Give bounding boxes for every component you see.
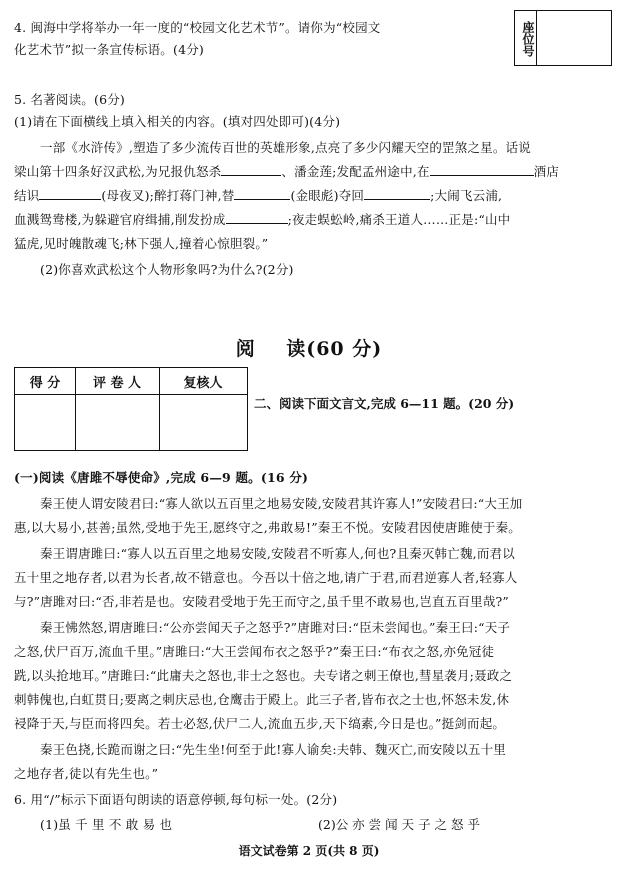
- text-segment: 血溅鸳鸯楼,为躲避官府缉捕,削发扮成: [14, 212, 226, 227]
- q5-paragraph-line-1: 一部《水浒传》,塑造了多少流传百世的英雄形象,点亮了多少闪耀天空的罡煞之星。话说: [40, 140, 531, 155]
- q6-item-2: (2)公 亦 尝 闻 天 子 之 怒 乎: [318, 817, 480, 832]
- seat-label: 座位号: [515, 11, 537, 65]
- q6-item-1: (1)虽 千 里 不 敢 易 也: [40, 817, 173, 832]
- section-title: 阅 读(60 分): [235, 338, 383, 360]
- answer-blank[interactable]: [364, 189, 430, 200]
- score-header: 得 分: [29, 376, 61, 391]
- text-segment: 、潘金莲;发配孟州途中,在: [281, 164, 430, 179]
- passage-line: 秦王色挠,长跪而谢之曰:“先生坐!何至于此!寡人谕矣:夫韩、魏灭亡,而安陵以五十里: [40, 742, 507, 757]
- text-segment: (母夜叉);醉打蒋门神,替: [101, 188, 235, 203]
- q5-sub2: (2)你喜欢武松这个人物形象吗?为什么?(2分): [40, 262, 294, 277]
- score-table: [14, 367, 248, 451]
- passage-line: 秦王使人谓安陵君曰:“寡人欲以五百里之地易安陵,安陵君其许寡人!”安陵君曰:“大王加: [40, 496, 523, 511]
- q6-title: 6. 用“/”标示下面语句朗读的语意停顿,每句标一处。(2分): [14, 792, 338, 807]
- seat-number-box: [514, 10, 612, 66]
- answer-blank[interactable]: [430, 165, 534, 176]
- q5-paragraph-line-2: [14, 162, 559, 180]
- passage-line: 祲降于天,与臣而将四矣。若士必怒,伏尸二人,流血五步,天下缟素,今日是也。”挺剑而起。: [14, 716, 506, 731]
- grader-header: 评 卷 人: [92, 376, 142, 391]
- page-footer: 语文试卷第 2 页(共 8 页): [238, 844, 380, 858]
- text-segment: ;大闹飞云浦,: [430, 188, 503, 203]
- q5-title: 5. 名著阅读。(6分): [14, 92, 126, 107]
- part2-heading: 二、阅读下面文言文,完成 6—11 题。(20 分): [254, 396, 515, 411]
- passage-line: 秦王怫然怒,谓唐雎曰:“公亦尝闻天子之怒乎?”唐雎对曰:“臣未尝闻也。”秦王曰:“天子: [40, 620, 511, 635]
- q4-line-2: 化艺术节”拟一条宣传标语。(4分): [14, 42, 204, 57]
- text-segment: 梁山第十四条好汉武松,为兄报仇怒杀: [14, 164, 222, 179]
- passage-line: 与?”唐雎对曰:“否,非若是也。安陵君受地于先王而守之,虽千里不敢易也,岂直五百里哉?”: [14, 594, 510, 609]
- text-segment: (金眼彪)夺回: [290, 188, 365, 203]
- q4-line-1: 4. 闽海中学将举办一年一度的“校园文化艺术节”。请你为“校园文: [14, 20, 381, 35]
- passage-line: 惠,以大易小,甚善;虽然,受地于先王,愿终守之,弗敢易!”秦王不悦。安陵君因使唐雎使于秦。: [14, 520, 521, 535]
- passage-line: 之怒,伏尸百万,流血千里。”唐雎曰:“大王尝闻布衣之怒乎?”秦王曰:“布衣之怒,亦免冠徒: [14, 644, 495, 659]
- passage-line: 跣,以头抢地耳。”唐雎曰:“此庸夫之怒也,非士之怒也。夫专诸之刺王僚也,彗星袭月;聂政之: [14, 668, 513, 683]
- text-segment: 酒店: [533, 164, 560, 179]
- q5-paragraph-line-5: 猛虎,见时魄散魂飞;林下强人,撞着心惊胆裂。”: [14, 236, 269, 251]
- answer-blank[interactable]: [39, 189, 101, 200]
- answer-blank[interactable]: [234, 189, 290, 200]
- q5-paragraph-line-3: [14, 186, 502, 204]
- passage-line: 之地存者,徒以有先生也。”: [14, 766, 159, 781]
- text-segment: ;夜走蜈蚣岭,痛杀王道人……正是:“山中: [287, 212, 511, 227]
- answer-blank[interactable]: [221, 165, 281, 176]
- answer-blank[interactable]: [226, 213, 288, 224]
- q5-sub1: (1)请在下面横线上填入相关的内容。(填对四处即可)(4分): [14, 114, 341, 129]
- passage-heading: (一)阅读《唐雎不辱使命》,完成 6—9 题。(16 分): [14, 470, 309, 485]
- passage-line: 秦王谓唐雎曰:“寡人以五百里之地易安陵,安陵君不听寡人,何也?且秦灭韩亡魏,而君以: [40, 546, 515, 561]
- text-segment: 结识: [14, 188, 40, 203]
- reviewer-header: 复核人: [183, 376, 223, 391]
- q5-paragraph-line-4: [14, 210, 510, 228]
- passage-line: 刺韩傀也,白虹贯日;要离之刺庆忌也,仓鹰击于殿上。此三子者,皆布衣之士也,怀怒未发,休: [14, 692, 510, 707]
- passage-line: 五十里之地存者,以君为长者,故不错意也。今吾以十倍之地,请广于君,而君逆寡人者,轻寡人: [14, 570, 518, 585]
